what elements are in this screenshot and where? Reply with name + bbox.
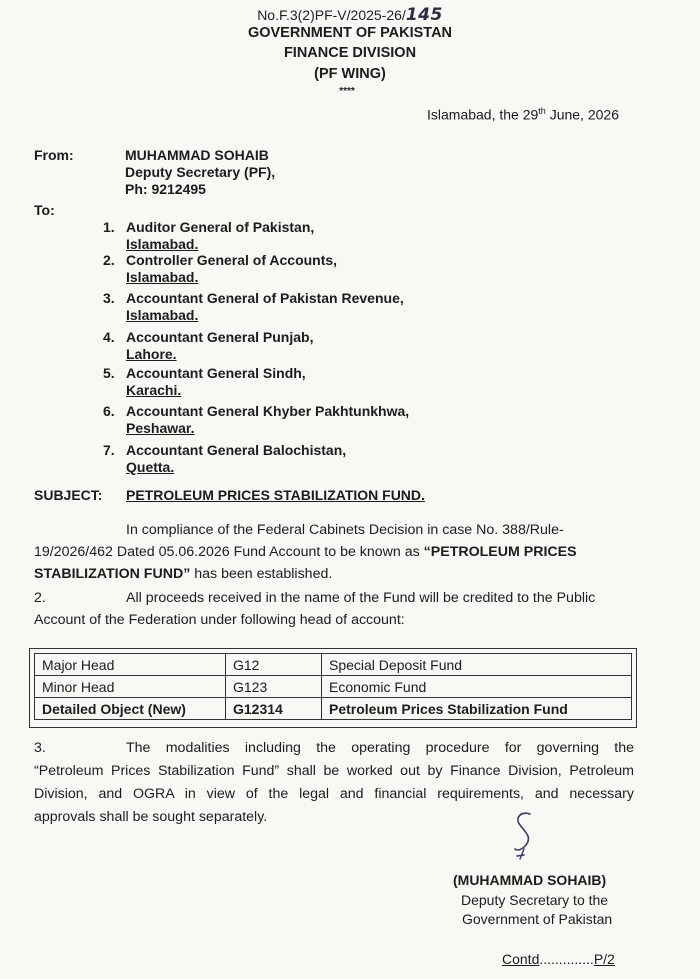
from-label: From:: [34, 147, 74, 163]
to-label: To:: [34, 202, 55, 218]
paragraph-3-line-3: Division, and OGRA in view of the legal and financial requirements, and necessary: [34, 786, 634, 802]
recipient-number: 6.: [103, 403, 115, 419]
sender-designation: Deputy Secretary (PF),: [125, 164, 276, 180]
paragraph-3-number: 3.: [34, 740, 46, 756]
description-cell: Special Deposit Fund: [322, 654, 632, 676]
head-cell: Minor Head: [35, 676, 226, 698]
code-cell: G12314: [226, 698, 322, 720]
signatory-name: (MUHAMMAD SOHAIB): [453, 872, 607, 888]
code-cell: G123: [226, 676, 322, 698]
paragraph-1-line-1: In compliance of the Federal Cabinets Decision in case No. 388/Rule-: [126, 522, 564, 538]
handwritten-reference: 145: [405, 5, 443, 25]
division-heading: FINANCE DIVISION: [283, 45, 417, 61]
recipient-city: Islamabad.: [126, 269, 199, 285]
wing-heading: (PF WING): [314, 66, 386, 82]
recipient-name: Accountant General Sindh,: [126, 365, 306, 381]
recipient-city: Islamabad.: [126, 236, 199, 252]
paragraph-1-end: has been established.: [190, 566, 333, 582]
paragraph-2-number: 2.: [34, 590, 46, 606]
recipient-name: Accountant General Khyber Pakhtunkhwa,: [126, 403, 410, 419]
code-cell: G12: [226, 654, 322, 676]
subject-label: SUBJECT:: [34, 487, 103, 503]
paragraph-1-text: 19/2026/462 Dated 05.06.2026 Fund Account to be known as: [34, 544, 424, 560]
paragraph-1-line-3: [34, 563, 332, 585]
head-cell: Detailed Object (New): [35, 698, 226, 720]
recipient-city: Karachi.: [126, 382, 182, 398]
recipient-number: 4.: [103, 329, 115, 345]
signatory-designation: Deputy Secretary to the: [461, 892, 609, 908]
contd-text: Contd: [502, 951, 540, 967]
head-of-account-table: [34, 653, 632, 720]
recipient-city: Quetta.: [126, 459, 175, 475]
recipient-name: Accountant General of Pakistan Revenue,: [126, 290, 404, 306]
recipient-name: Controller General of Accounts,: [126, 252, 338, 268]
letter-date: [427, 106, 619, 123]
subject-text: PETROLEUM PRICES STABILIZATION FUND.: [126, 487, 425, 503]
paragraph-3-line-2: “Petroleum Prices Stabilization Fund” shall be worked out by Finance Division, Petroleum: [34, 763, 634, 779]
recipient-city: Islamabad.: [126, 307, 199, 323]
date-superscript: th: [538, 106, 546, 116]
paragraph-2-line-1: All proceeds received in the name of the Fund will be credited to the Public: [126, 590, 596, 606]
fund-name-bold-cont: STABILIZATION FUND”: [34, 566, 191, 582]
next-page: P/2: [593, 951, 615, 967]
description-cell: Petroleum Prices Stabilization Fund: [322, 698, 632, 720]
recipient-city: Peshawar.: [126, 420, 195, 436]
date-text: Islamabad, the 29: [427, 106, 539, 123]
sender-phone: Ph: 9212495: [125, 181, 206, 197]
signatory-government: Government of Pakistan: [462, 911, 613, 927]
government-heading: GOVERNMENT OF PAKISTAN: [247, 25, 453, 41]
recipient-number: 2.: [103, 252, 115, 268]
recipient-city: Lahore.: [126, 346, 177, 362]
table-row: [35, 676, 632, 698]
paragraph-3-line-4: approvals shall be sought separately.: [34, 809, 268, 825]
recipient-number: 5.: [103, 365, 115, 381]
paragraph-3-line-1: The modalities including the operating procedure for governing the: [126, 740, 634, 756]
date-month-year: June, 2026: [545, 106, 619, 123]
sender-name: MUHAMMAD SOHAIB: [125, 147, 269, 163]
recipient-name: Accountant General Balochistan,: [126, 442, 347, 458]
paragraph-2-line-2: Account of the Federation under following head of account:: [34, 612, 405, 628]
head-cell: Major Head: [35, 654, 226, 676]
recipient-number: 1.: [103, 219, 115, 235]
reference-number: [0, 5, 700, 25]
table-row: [35, 698, 632, 720]
fund-name-bold: “PETROLEUM PRICES: [423, 544, 577, 560]
reference-text: No.F.3(2)PF-V/2025-26/: [257, 7, 406, 23]
separator-stars: ****: [339, 86, 355, 97]
signature-icon: [500, 808, 550, 864]
paragraph-1-line-2: [34, 541, 577, 563]
recipient-name: Auditor General of Pakistan,: [126, 219, 315, 235]
table-row: [35, 654, 632, 676]
recipient-number: 7.: [103, 442, 115, 458]
continuation-note: [502, 951, 615, 967]
recipient-number: 3.: [103, 290, 115, 306]
description-cell: Economic Fund: [322, 676, 632, 698]
recipient-name: Accountant General Punjab,: [126, 329, 314, 345]
contd-dots: ..............: [539, 951, 594, 967]
